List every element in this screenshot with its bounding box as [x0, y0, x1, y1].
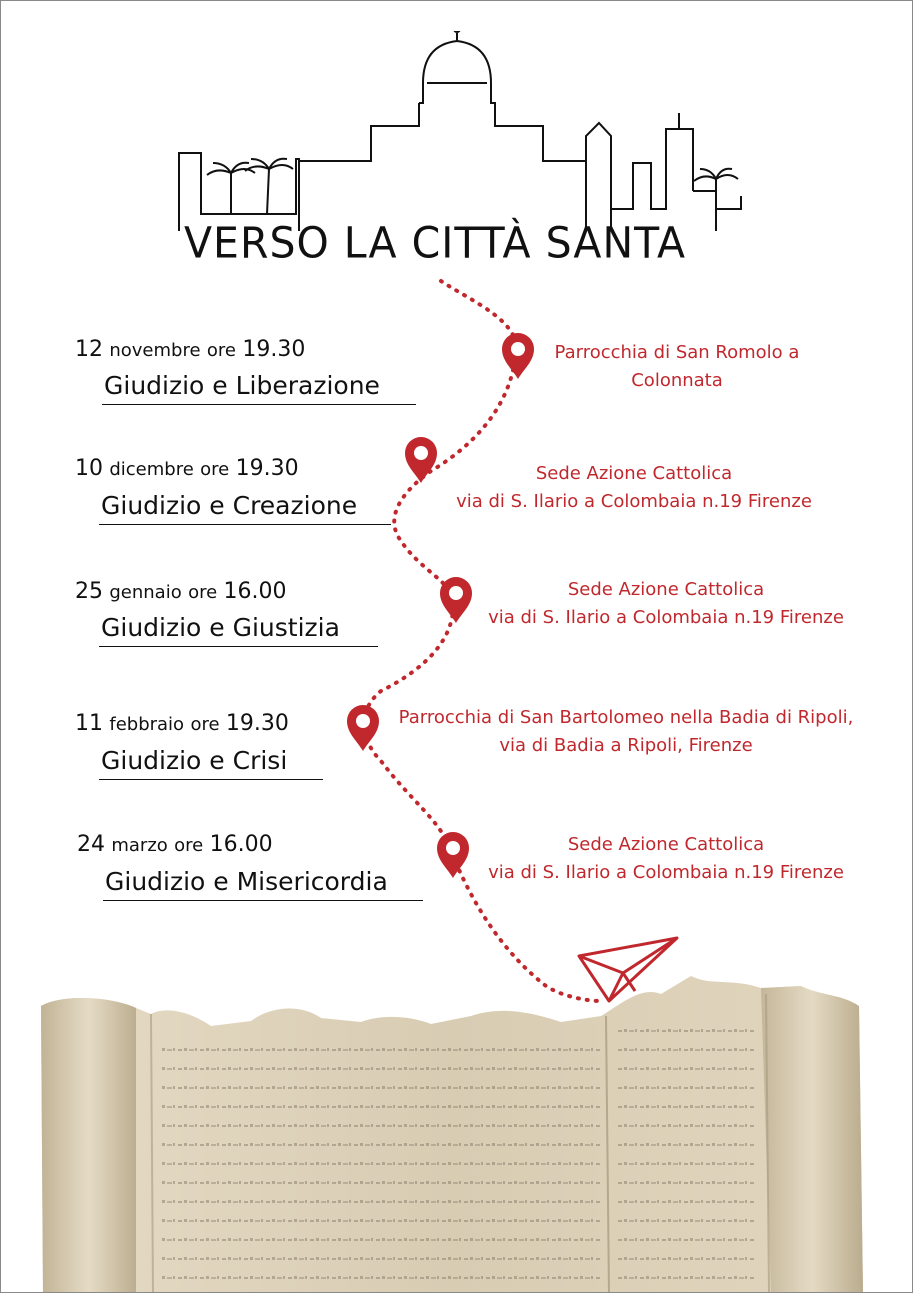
- location-line: Sede Azione Cattolica: [567, 579, 765, 600]
- event-location: [431, 460, 837, 516]
- poster-title: VERSO LA CITTÀ SANTA: [184, 217, 687, 269]
- location-line: Colonnata: [631, 370, 723, 391]
- location-line: Sede Azione Cattolica: [567, 834, 765, 855]
- event-location: [463, 576, 869, 632]
- event-date: 12 novembre ore 19.30: [75, 337, 306, 362]
- location-line: Parrocchia di San Romolo a: [554, 342, 800, 363]
- event-title: Giudizio e Liberazione: [102, 371, 416, 405]
- event-title: Giudizio e Giustizia: [99, 613, 378, 647]
- event-location: [463, 831, 869, 887]
- ancient-scroll-image: [1, 966, 913, 1293]
- event-date: 25 gennaio ore 16.00: [75, 579, 287, 604]
- location-line: Parrocchia di San Bartolomeo nella Badia di Ripoli,: [398, 707, 854, 728]
- event-title: Giudizio e Misericordia: [103, 867, 423, 901]
- location-line: Sede Azione Cattolica: [535, 463, 733, 484]
- event-date: 10 dicembre ore 19.30: [75, 456, 299, 481]
- event-location: [541, 339, 813, 395]
- location-line: via di S. Ilario a Colombaia n.19 Firenze: [488, 862, 844, 883]
- event-title: Giudizio e Crisi: [99, 746, 323, 780]
- event-date: 11 febbraio ore 19.30: [75, 711, 289, 736]
- location-line: via di S. Ilario a Colombaia n.19 Firenze: [488, 607, 844, 628]
- event-title: Giudizio e Creazione: [99, 491, 391, 525]
- event-location: [377, 704, 875, 760]
- location-line: via di Badia a Ripoli, Firenze: [499, 735, 753, 756]
- map-pin-icon: [502, 333, 534, 379]
- location-line: via di S. Ilario a Colombaia n.19 Firenze: [456, 491, 812, 512]
- map-pin-icon: [347, 705, 379, 751]
- event-date: 24 marzo ore 16.00: [77, 832, 273, 857]
